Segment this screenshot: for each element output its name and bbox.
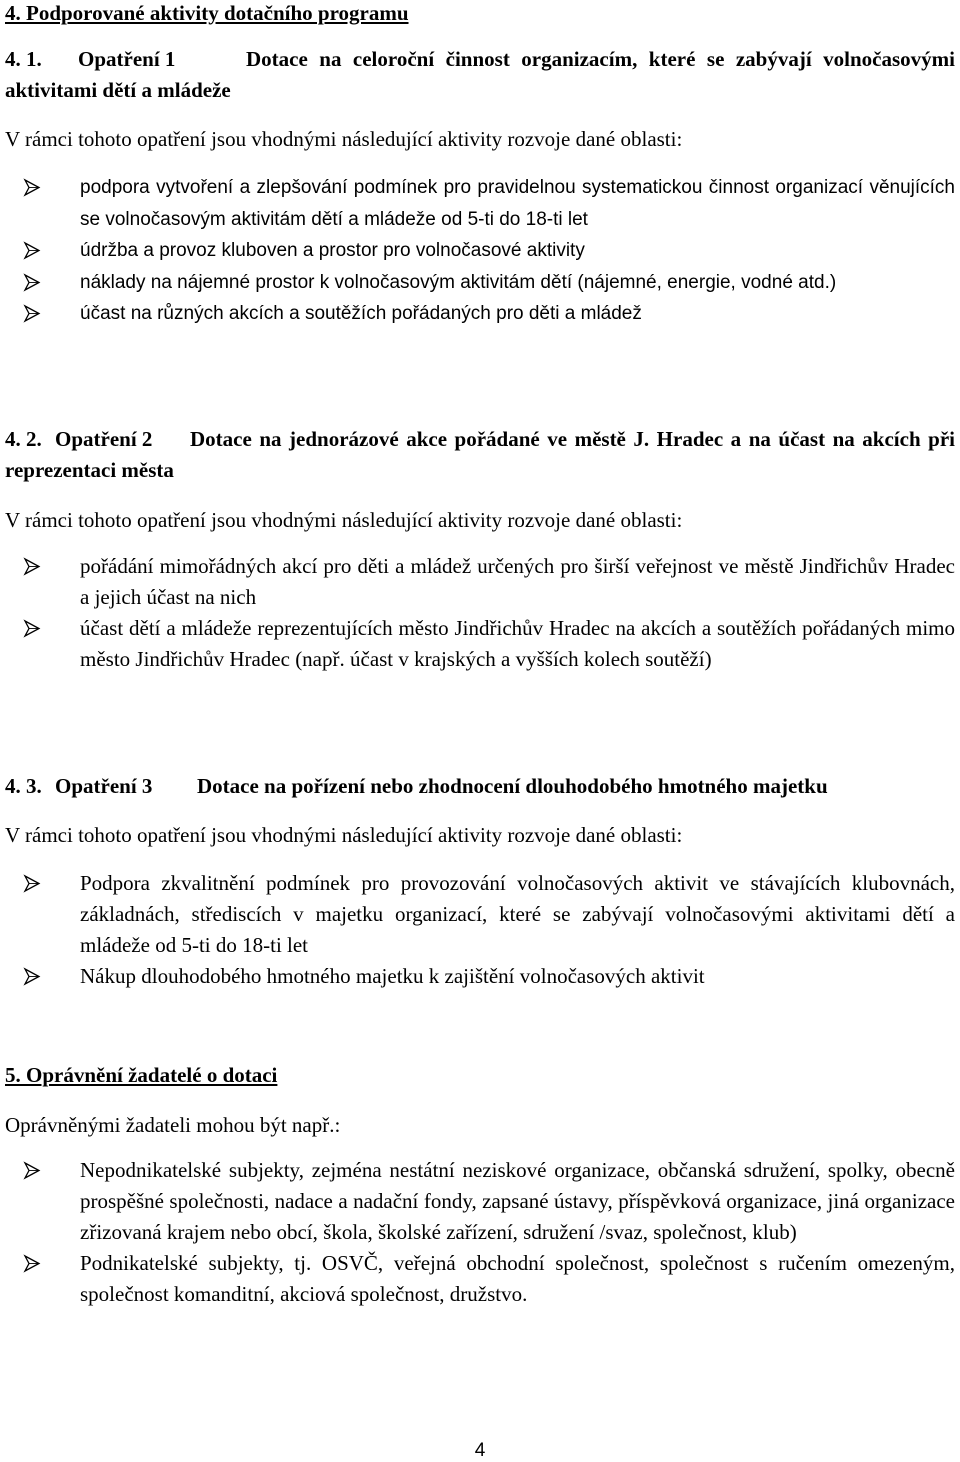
list-item: účast dětí a mládeže reprezentujících město Jindřichův Hradec na akcích a soutěžích pořádaných mimo město Jindřichův Hradec (např. účast v krajských a vyšších kolech soutěží) [5,613,955,675]
measure-2-number: 4. 2. [5,427,42,451]
arrowhead-bullet-icon [23,551,43,582]
list-item: Nepodnikatelské subjekty, zejména nestátní neziskové organizace, občanská sdružení, spolky, obecně prospěšné společnosti, nadace a nadační fondy, zapsané ústavy, příspěvková organizace, jiná organizace zřizovaná krajem nebo obcí, škola, školské zařízení, sdružení /svaz, společnost, klub) [5,1155,955,1248]
list-item: Nákup dlouhodobého hmotného majetku k zajištění volnočasových aktivit [5,961,955,992]
measure-3-intro: V rámci tohoto opatření jsou vhodnými následující aktivity rozvoje dané oblasti: [5,823,683,847]
arrowhead-bullet-icon [23,868,43,899]
measure-1-intro: V rámci tohoto opatření jsou vhodnými následující aktivity rozvoje dané oblasti: [5,127,683,151]
arrowhead-bullet-icon [23,1248,43,1279]
section-5-list [5,1155,955,1310]
measure-3-list [5,868,955,992]
measure-2-list [5,551,955,675]
measure-2-intro: V rámci tohoto opatření jsou vhodnými následující aktivity rozvoje dané oblasti: [5,508,683,532]
measure-2-title: Dotace na jednorázové akce pořádané ve městě J. Hradec a na účast na akcích při reprezentaci města [5,427,955,482]
list-item: Podnikatelské subjekty, tj. OSVČ, veřejná obchodní společnost, společnost s ručením omezeným, společnost komanditní, akciová společnost, družstvo. [5,1248,955,1310]
arrowhead-bullet-icon [23,235,43,266]
arrowhead-bullet-icon [23,267,43,298]
list-item: údržba a provoz kluboven a prostor pro volnočasové aktivity [5,235,955,267]
measure-1-title: Dotace na celoroční činnost organizacím, které se zabývají volnočasovými aktivitami dětí a mládeže [5,47,955,102]
measure-3-label: Opatření 3 [55,774,153,798]
measure-1-label: Opatření 1 [78,47,176,71]
arrowhead-bullet-icon [23,1155,43,1186]
list-item: podpora vytvoření a zlepšování podmínek pro pravidelnou systematickou činnost organizací věnujících se volnočasovým aktivitám dětí a mládeže od 5-ti do 18-ti let [5,172,955,235]
list-item: Podpora zkvalitnění podmínek pro provozování volnočasových aktivit ve stávajících klubovnách, základnách, střediscích v majetku organizací, které se zabývají volnočasovými aktivitami dětí a mládeže od 5-ti do 18-ti let [5,868,955,961]
list-item: pořádání mimořádných akcí pro děti a mládež určených pro širší veřejnost ve městě Jindřichův Hradec a jejich účast na nich [5,551,955,613]
section-5-intro: Oprávněnými žadateli mohou být např.: [5,1113,341,1137]
measure-1-list [5,172,955,330]
list-item: účast na různých akcích a soutěžích pořádaných pro děti a mládež [5,298,955,330]
page-number: 4 [474,1440,486,1461]
measure-3-heading [5,771,955,802]
arrowhead-bullet-icon [23,298,43,329]
arrowhead-bullet-icon [23,172,43,203]
list-item: náklady na nájemné prostor k volnočasovým aktivitám dětí (nájemné, energie, vodné atd.) [5,267,955,299]
measure-3-title: Dotace na pořízení nebo zhodnocení dlouhodobého hmotného majetku [197,774,828,798]
measure-1-heading [5,44,955,106]
measure-2-heading [5,424,955,486]
measure-3-number: 4. 3. [5,774,42,798]
measure-2-label: Opatření 2 [55,427,153,451]
arrowhead-bullet-icon [23,613,43,644]
section-4-title: 4. Podporované aktivity dotačního programu [5,1,409,25]
measure-1-number: 4. 1. [5,47,42,71]
section-5-title: 5. Oprávnění žadatelé o dotaci [5,1063,278,1087]
arrowhead-bullet-icon [23,961,43,992]
